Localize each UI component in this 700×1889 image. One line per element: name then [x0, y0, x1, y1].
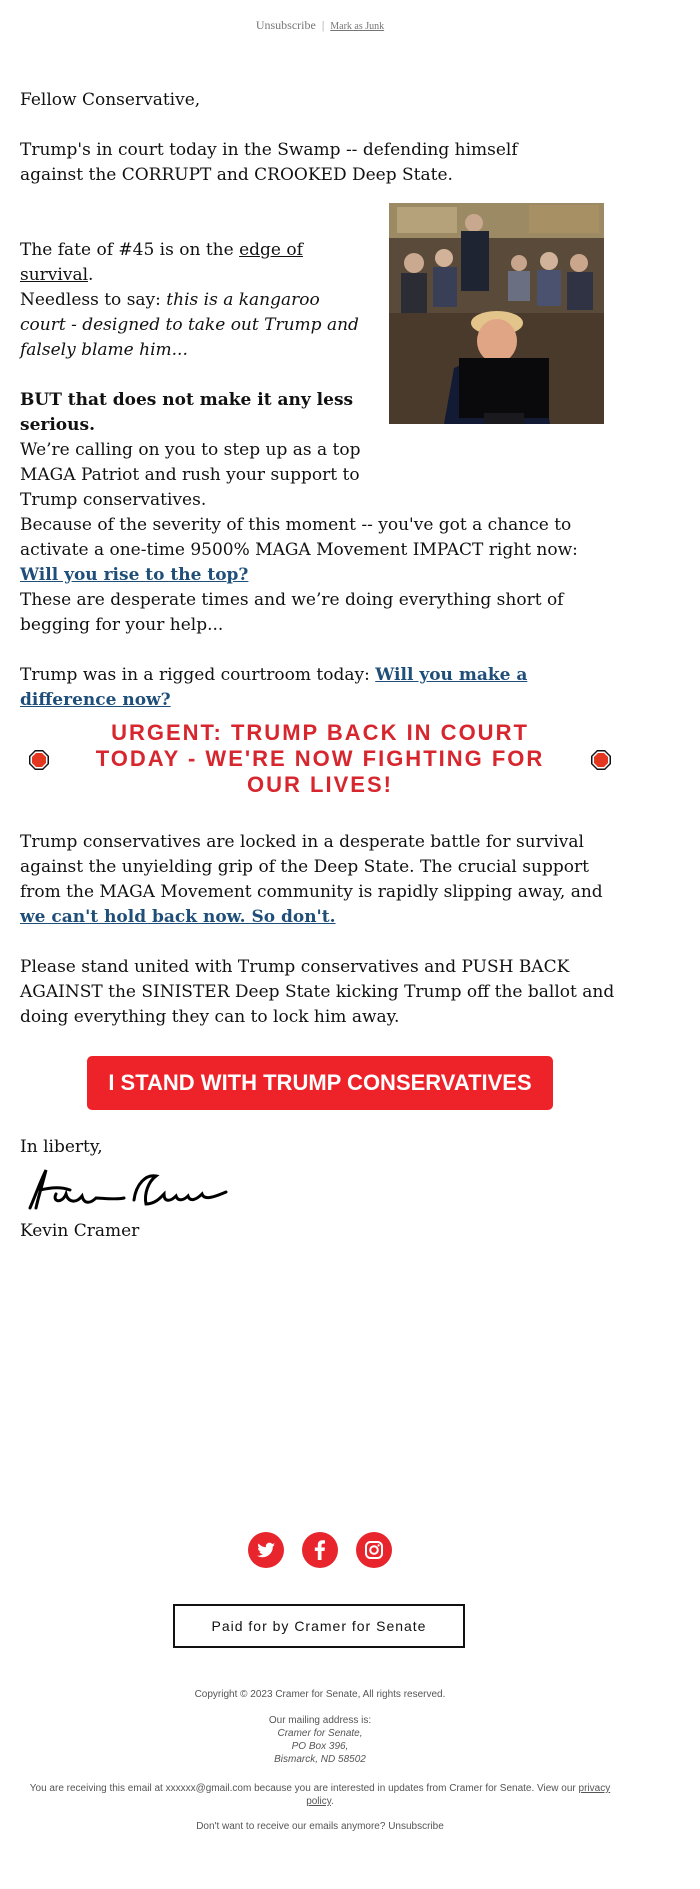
- closing: In liberty,: [20, 1137, 103, 1157]
- paragraph-battle: [20, 830, 620, 930]
- facebook-icon[interactable]: [302, 1532, 338, 1568]
- urgent-heading: URGENT: TRUMP BACK IN COURT TODAY - WE'RE NOW FIGHTING FOR OUR LIVES!: [95, 720, 545, 797]
- signer-name: Kevin Cramer: [20, 1221, 140, 1241]
- paragraph-stand-united: Please stand united with Trump conservatives and PUSH BACK AGAINST the SINISTER Deep State kicking Trump off the ballot and doing everything they can to lock him away.: [20, 957, 615, 1027]
- fate-period: .: [88, 265, 94, 285]
- address-line-3: Bismarck, ND 58502: [274, 1754, 366, 1765]
- top-links: [0, 18, 640, 33]
- paragraph-kangaroo: [20, 288, 365, 363]
- receiving-text: You are receiving this email at xxxxxx@gmail.com because you are interested in updates from Cramer for Senate. View our: [29, 1783, 579, 1794]
- instagram-icon[interactable]: [356, 1532, 392, 1568]
- severity-text: Because of the severity of this moment -- you've got a chance to activate a one-time 9500% MAGA Movement IMPACT right now:: [20, 515, 578, 560]
- paragraph-step-up: We’re calling on you to step up as a top MAGA Patriot and rush your support to Trump conservatives.: [20, 440, 361, 510]
- copyright: Copyright © 2023 Cramer for Senate, All rights reserved.: [194, 1689, 446, 1700]
- unsubscribe-line[interactable]: Don't want to receive our emails anymore? Unsubscribe: [196, 1821, 444, 1832]
- privacy-policy-link[interactable]: privacy policy: [306, 1783, 611, 1807]
- paragraph-fate: [20, 238, 365, 288]
- courtroom-photo: [389, 203, 604, 424]
- mailing-address: [20, 1714, 620, 1766]
- paragraph-serious: BUT that does not make it any less serious.: [20, 390, 354, 435]
- kangaroo-italic: this is a kangaroo court - designed to take out Trump and falsely blame him...: [20, 290, 359, 360]
- rise-to-top-link[interactable]: Will you rise to the top?: [20, 565, 249, 585]
- unsubscribe-link[interactable]: Unsubscribe: [255, 18, 316, 32]
- needless-text: Needless to say:: [20, 290, 167, 310]
- stop-sign-icon: [28, 749, 50, 771]
- greeting: Fellow Conservative,: [20, 90, 201, 110]
- paragraph-court: Trump's in court today in the Swamp -- defending himself against the CORRUPT and CROOKED Deep State.: [20, 140, 518, 185]
- receiving-period: .: [331, 1796, 334, 1807]
- battle-text: Trump conservatives are locked in a desperate battle for survival against the unyielding grip of the Deep State. The crucial support from the MAGA Movement community is rapidly slipping away, and: [20, 832, 603, 902]
- mailing-label: Our mailing address is:: [268, 1715, 372, 1726]
- cant-hold-back-link[interactable]: we can't hold back now. So don't.: [20, 907, 336, 927]
- signature-image: [26, 1164, 231, 1214]
- paid-for-box: Paid for by Cramer for Senate: [173, 1604, 465, 1648]
- make-difference-link[interactable]: Will you make a difference now?: [20, 665, 528, 710]
- receiving-notice: [20, 1782, 620, 1808]
- paragraph-severity: [20, 513, 620, 588]
- fate-text: The fate of #45 is on the: [20, 240, 240, 260]
- address-line-2: PO Box 396,: [291, 1741, 349, 1752]
- stop-sign-icon: [590, 749, 612, 771]
- edge-of-survival-text: edge of survival: [20, 240, 303, 285]
- mark-junk-link[interactable]: Mark as Junk: [330, 21, 385, 32]
- paragraph-desperate: These are desperate times and we’re doing everything short of begging for your help...: [20, 590, 564, 635]
- paragraph-rigged: [20, 663, 620, 713]
- address-line-1: Cramer for Senate,: [277, 1728, 363, 1739]
- twitter-icon[interactable]: [248, 1532, 284, 1568]
- separator: |: [321, 18, 325, 32]
- rigged-text: Trump was in a rigged courtroom today:: [20, 665, 376, 685]
- stand-with-trump-button[interactable]: I STAND WITH TRUMP CONSERVATIVES: [87, 1056, 553, 1110]
